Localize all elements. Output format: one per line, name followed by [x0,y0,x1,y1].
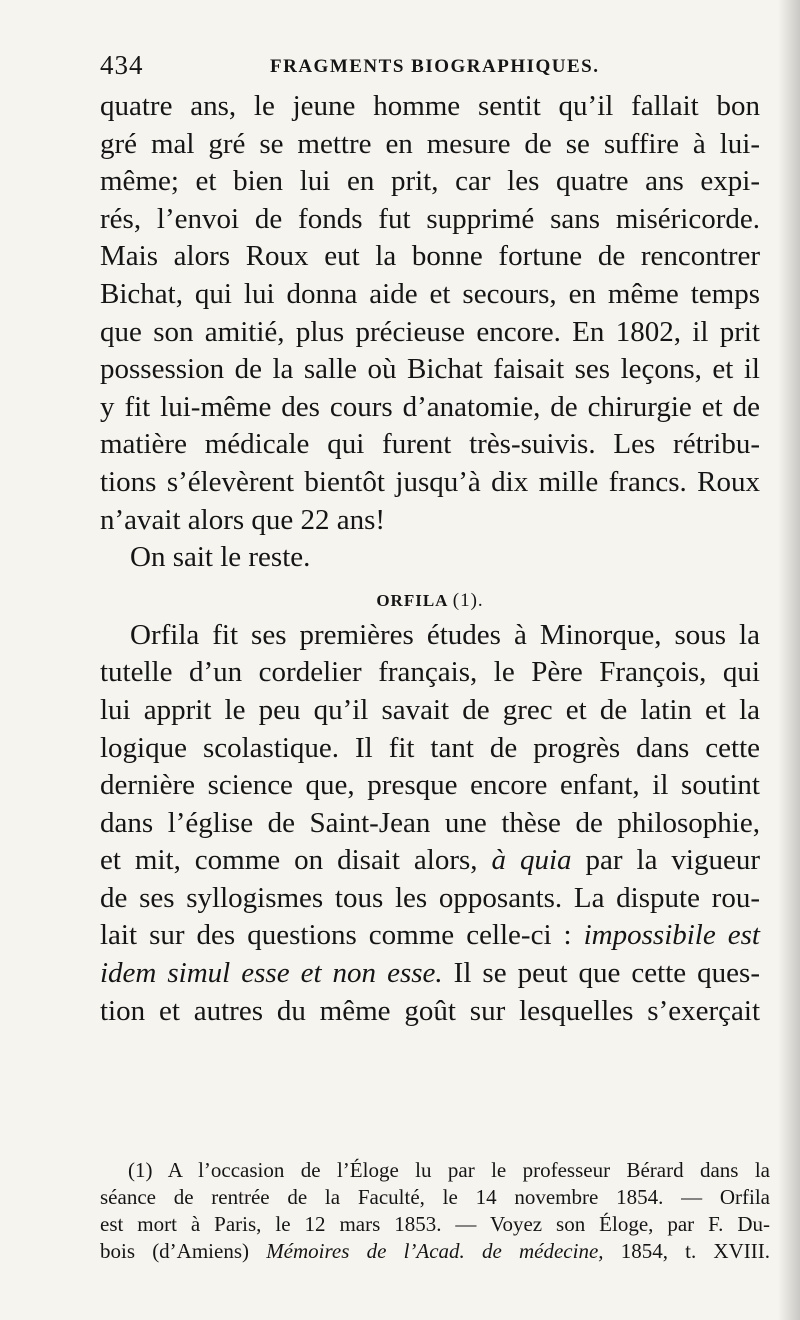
text-segment: par la vigueur [585,844,761,877]
text-line: même; et bien lui en prit, car les quatre ans expi- [100,165,760,198]
text-segment: et mit, comme on disait alors, [100,844,478,877]
footnote-reference: (1). [452,589,484,611]
italic-phrase: impossibile est [583,919,760,952]
running-head: FRAGMENTS BIOGRAPHIQUES. [270,56,600,77]
text-line: tutelle d’un cordelier français, le Père François, qui [100,656,760,689]
text-segment: lait sur des questions comme celle-ci : [100,919,572,952]
text-line: possession de la salle où Bichat faisait ses leçons, et il [100,353,760,386]
text-line: rés, l’envoi de fonds fut supprimé sans miséricorde. [100,202,760,235]
italic-phrase: à quia [491,844,572,877]
text-line: dernière science que, presque encore enfant, il soutint [100,769,760,802]
page-number: 434 [100,50,144,80]
italic-phrase: idem simul esse et non esse. [100,957,443,990]
text-line: n’avait alors que 22 ans! [100,503,386,536]
paragraph-orfila [100,617,760,1031]
section-title-text: ORFILA [376,590,448,610]
text-line: y fit lui-même des cours d’anatomie, de chirurgie et de [100,390,760,423]
text-line: logique scolastique. Il fit tant de progrès dans cette [100,731,760,764]
text-line [100,917,760,955]
paragraph-roux [100,88,760,539]
text-line: matière médicale qui furent très-suivis. Les rétribu- [100,428,760,461]
footnote-line [100,1238,770,1265]
page-header [100,50,760,90]
section-title-orfila [100,577,760,617]
text-line [100,842,760,880]
text-line: tions s’élevèrent bientôt jusqu’à dix mille francs. Roux [100,465,760,498]
body-text [100,88,760,1030]
footnote-line: séance de rentrée de la Faculté, le 14 novembre 1854. — Orfila [100,1185,770,1209]
text-line: Bichat, qui lui donna aide et secours, en même temps [100,277,760,310]
paragraph-reste: On sait le reste. [130,541,311,574]
footnote [100,1157,770,1265]
text-line: de ses syllogismes tous les opposants. La dispute rou- [100,881,760,914]
text-line: dans l’église de Saint-Jean une thèse de philosophie, [100,806,760,839]
text-segment: bois (d’Amiens) [100,1239,249,1263]
text-line [100,955,760,993]
text-line: Mais alors Roux eut la bonne fortune de rencontrer [100,240,760,273]
text-segment: Il se peut que cette ques- [453,957,761,990]
page-edge-shadow [778,0,800,1320]
text-line: tion et autres du même goût sur lesquelles s’exerçait [100,994,760,1027]
text-line: Orfila fit ses premières études à Minorque, sous la [130,618,760,651]
text-line: que son amitié, plus précieuse encore. En 1802, il prit [100,315,760,348]
text-line: lui apprit le peu qu’il savait de grec et de latin et la [100,693,760,726]
footnote-line: (1) A l’occasion de l’Éloge lu par le professeur Bérard dans la [128,1158,770,1182]
text-line: quatre ans, le jeune homme sentit qu’il fallait bon [100,90,760,122]
italic-phrase: Mémoires de l’Acad. de médecine, [266,1239,604,1263]
footnote-line: est mort à Paris, le 12 mars 1853. — Voyez son Éloge, par F. Du- [100,1212,770,1236]
text-segment: 1854, t. XVIII. [620,1239,770,1263]
text-line: gré mal gré se mettre en mesure de se suffire à lui- [100,127,760,160]
